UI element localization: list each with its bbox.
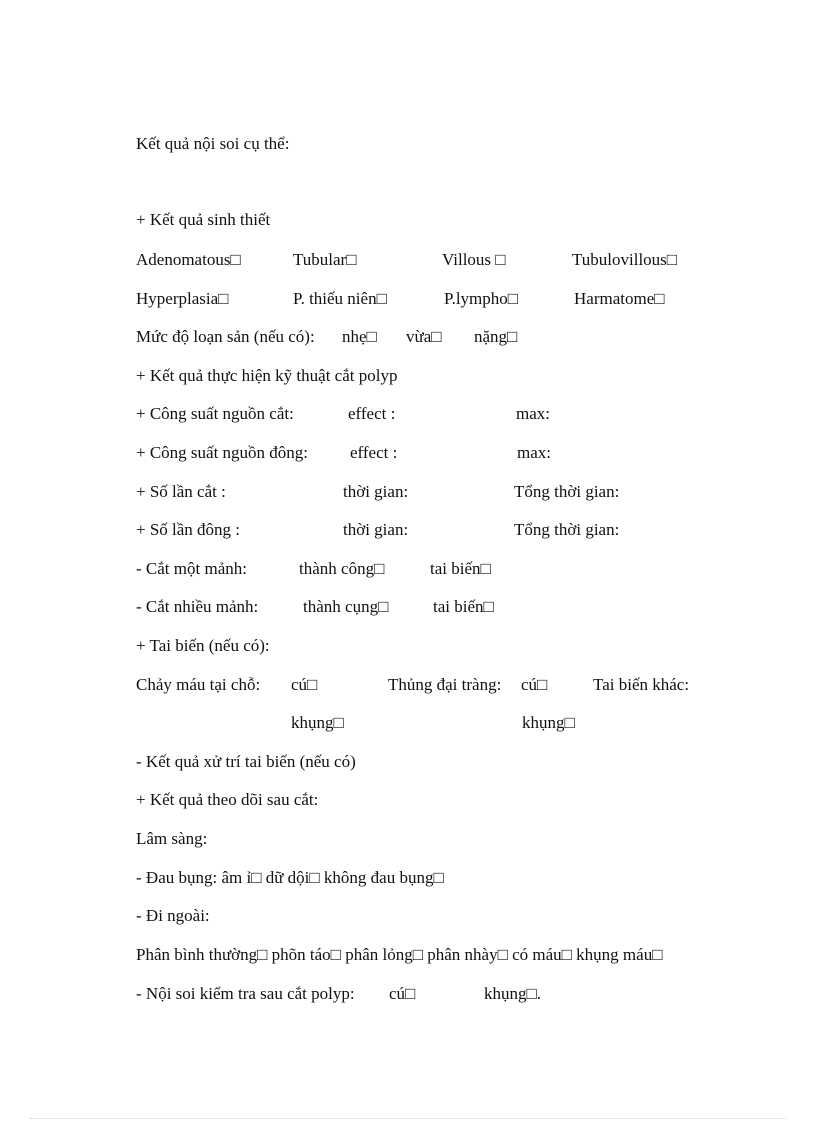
cut-count-total: Tổng thời gian: — [514, 482, 620, 501]
multi-cut-success: thành cụng□ — [303, 597, 389, 616]
followup-heading: + Kết quả theo dõi sau cắt: — [136, 790, 319, 809]
control-endoscopy-yes: cú□ — [389, 984, 416, 1003]
coag-power-effect: effect : — [350, 443, 398, 462]
option-juvenile: P. thiếu niên□ — [293, 289, 387, 308]
perforation-yes: cú□ — [521, 675, 548, 694]
cut-power-label: + Công suất nguồn cắt: — [136, 404, 294, 423]
control-endoscopy-no: khụng□. — [484, 984, 542, 1003]
page-footer-divider — [30, 1118, 786, 1119]
coag-power-max: max: — [517, 443, 551, 462]
multi-cut-complication: tai biến□ — [433, 597, 494, 616]
other-complication-label: Tai biến khác: — [593, 675, 690, 694]
option-tubulovillous: Tubulovillous□ — [572, 250, 678, 269]
stool-heading: - Đi ngoài: — [136, 906, 210, 925]
option-tubular: Tubular□ — [293, 250, 357, 269]
section-title: Kết quả nội soi cụ thể: — [136, 134, 290, 153]
clinical-label: Lâm sàng: — [136, 829, 208, 848]
option-adenomatous: Adenomatous□ — [136, 250, 241, 269]
coag-count-label: + Số lần đông : — [136, 520, 241, 539]
coag-count-total: Tổng thời gian: — [514, 520, 620, 539]
complications-heading: + Tai biến (nếu có): — [136, 636, 270, 655]
option-hyperplasia: Hyperplasia□ — [136, 289, 229, 308]
control-endoscopy-label: - Nội soi kiểm tra sau cắt polyp: — [136, 984, 355, 1003]
biopsy-heading: + Kết quả sinh thiết — [136, 210, 271, 229]
option-lympho: P.lympho□ — [444, 289, 519, 308]
dysplasia-label: Mức độ loạn sản (nếu có): — [136, 327, 315, 346]
dysplasia-moderate: vừa□ — [406, 327, 442, 346]
single-cut-complication: tai biến□ — [430, 559, 491, 578]
coag-count-time: thời gian: — [343, 520, 409, 539]
abdominal-pain-line: - Đau bụng: âm ỉ□ dữ dội□ không đau bụng□ — [136, 868, 444, 887]
bleeding-label: Chảy máu tại chỗ: — [136, 675, 261, 694]
complication-management: - Kết quả xử trí tai biến (nếu có) — [136, 752, 356, 771]
cut-power-max: max: — [516, 404, 550, 423]
option-harmatome: Harmatome□ — [574, 289, 665, 308]
bleeding-yes: cú□ — [291, 675, 318, 694]
multi-cut-label: - Cắt nhiều mảnh: — [136, 597, 259, 616]
bleeding-no: khụng□ — [291, 713, 344, 732]
perforation-no: khụng□ — [522, 713, 575, 732]
perforation-label: Thủng đại tràng: — [388, 675, 502, 694]
stool-options: Phân bình thường□ phõn táo□ phân lỏng□ phân nhày□ có máu□ khụng máu□ — [136, 945, 663, 964]
dysplasia-mild: nhẹ□ — [342, 327, 377, 346]
technique-heading: + Kết quả thực hiện kỹ thuật cắt polyp — [136, 366, 398, 385]
cut-count-time: thời gian: — [343, 482, 409, 501]
coag-power-label: + Công suất nguồn đông: — [136, 443, 309, 462]
dysplasia-severe: nặng□ — [474, 327, 518, 346]
cut-power-effect: effect : — [348, 404, 396, 423]
single-cut-label: - Cắt một mảnh: — [136, 559, 247, 578]
cut-count-label: + Số lần cắt : — [136, 482, 226, 501]
single-cut-success: thành công□ — [299, 559, 385, 578]
option-villous: Villous □ — [442, 250, 506, 269]
